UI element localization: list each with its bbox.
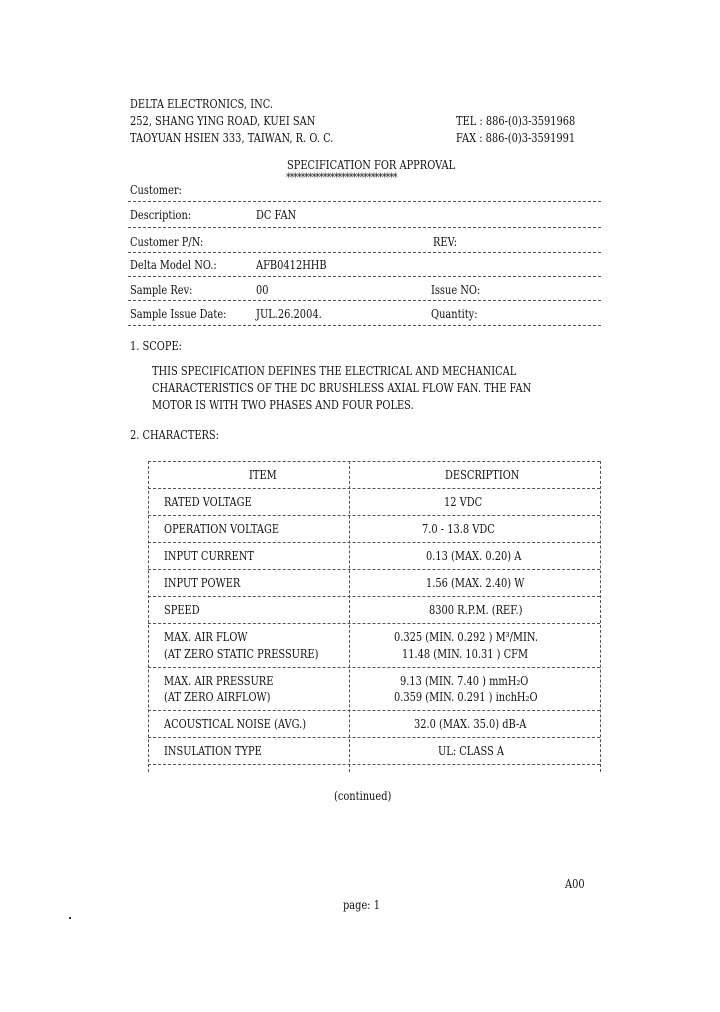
page-number: page: 1 <box>343 898 381 912</box>
table-cell-item-note: (AT ZERO STATIC PRESSURE) <box>164 647 319 661</box>
customer-pn-label: Customer P/N: <box>130 235 204 249</box>
table-border <box>148 515 600 516</box>
divider <box>128 252 601 253</box>
divider <box>128 227 601 228</box>
table-cell-description-alt: 0.359 (MIN. 0.291 ) inchH₂O <box>394 690 538 704</box>
table-cell-description: 32.0 (MAX. 35.0) dB-A <box>414 717 527 731</box>
table-border <box>148 596 600 597</box>
address-line-1: 252, SHANG YING ROAD, KUEI SAN <box>130 114 316 128</box>
divider <box>128 300 601 301</box>
divider <box>128 201 601 202</box>
table-border <box>148 737 600 738</box>
table-border <box>148 461 600 462</box>
characters-heading: 2. CHARACTERS: <box>130 428 219 442</box>
model-label: Delta Model NO.: <box>130 258 217 272</box>
scope-line: THIS SPECIFICATION DEFINES THE ELECTRICAL AND MECHANICAL <box>152 364 517 378</box>
table-border <box>148 710 600 711</box>
table-border <box>600 461 601 772</box>
table-border <box>148 542 600 543</box>
table-border <box>148 764 600 765</box>
table-cell-item: INPUT CURRENT <box>164 549 254 563</box>
table-cell-description: 1.56 (MAX. 2.40) W <box>426 576 525 590</box>
table-cell-item: INPUT POWER <box>164 576 241 590</box>
table-cell-item: INSULATION TYPE <box>164 744 262 758</box>
issue-no-label: Issue NO: <box>431 283 481 297</box>
fax: FAX : 886-(0)3-3591991 <box>456 131 576 145</box>
scope-line: MOTOR IS WITH TWO PHASES AND FOUR POLES. <box>152 398 414 412</box>
table-border <box>148 488 600 489</box>
table-border <box>148 623 600 624</box>
table-cell-description-alt: 11.48 (MIN. 10.31 ) CFM <box>402 647 529 661</box>
table-cell-description: 0.13 (MAX. 0.20) A <box>426 549 522 563</box>
issue-date-label: Sample Issue Date: <box>130 307 227 321</box>
company-name: DELTA ELECTRONICS, INC. <box>130 97 274 111</box>
revision-code: A00 <box>565 877 585 891</box>
sample-rev-label: Sample Rev: <box>130 283 193 297</box>
table-cell-item: MAX. AIR FLOW <box>164 630 248 644</box>
table-cell-item: SPEED <box>164 603 200 617</box>
title-underline-stars: ****************************** <box>286 171 397 184</box>
table-border <box>349 461 350 772</box>
table-border <box>148 667 600 668</box>
table-cell-description: UL: CLASS A <box>438 744 504 758</box>
table-border <box>148 461 149 772</box>
customer-label: Customer: <box>130 183 182 197</box>
scope-heading: 1. SCOPE: <box>130 339 182 353</box>
description-label: Description: <box>130 208 192 222</box>
table-cell-item: MAX. AIR PRESSURE <box>164 674 274 688</box>
continued-note: (continued) <box>334 789 392 803</box>
page-title: SPECIFICATION FOR APPROVAL <box>287 158 456 172</box>
table-cell-description: 7.0 - 13.8 VDC <box>422 522 495 536</box>
model-value: AFB0412HHB <box>256 258 327 272</box>
table-border <box>148 569 600 570</box>
issue-date-value: JUL.26.2004. <box>256 307 322 321</box>
table-cell-description: 12 VDC <box>444 495 483 509</box>
sample-rev-value: 00 <box>256 283 269 297</box>
scan-speck <box>69 917 71 919</box>
quantity-label: Quantity: <box>431 307 478 321</box>
table-cell-item-note: (AT ZERO AIRFLOW) <box>164 690 271 704</box>
column-header-description: DESCRIPTION <box>445 468 520 482</box>
divider <box>128 276 601 277</box>
table-cell-description: 8300 R.P.M. (REF.) <box>429 603 523 617</box>
rev-label: REV: <box>433 235 458 249</box>
table-cell-item: OPERATION VOLTAGE <box>164 522 280 536</box>
address-line-2: TAOYUAN HSIEN 333, TAIWAN, R. O. C. <box>130 131 334 145</box>
table-cell-description: 0.325 (MIN. 0.292 ) M³/MIN. <box>394 630 539 644</box>
description-value: DC FAN <box>256 208 297 222</box>
table-cell-item: ACOUSTICAL NOISE (AVG.) <box>164 717 307 731</box>
column-header-item: ITEM <box>249 468 277 482</box>
divider <box>128 325 601 326</box>
telephone: TEL : 886-(0)3-3591968 <box>456 114 576 128</box>
table-cell-item: RATED VOLTAGE <box>164 495 252 509</box>
scope-line: CHARACTERISTICS OF THE DC BRUSHLESS AXIAL FLOW FAN. THE FAN <box>152 381 532 395</box>
table-cell-description: 9.13 (MIN. 7.40 ) mmH₂O <box>400 674 529 688</box>
